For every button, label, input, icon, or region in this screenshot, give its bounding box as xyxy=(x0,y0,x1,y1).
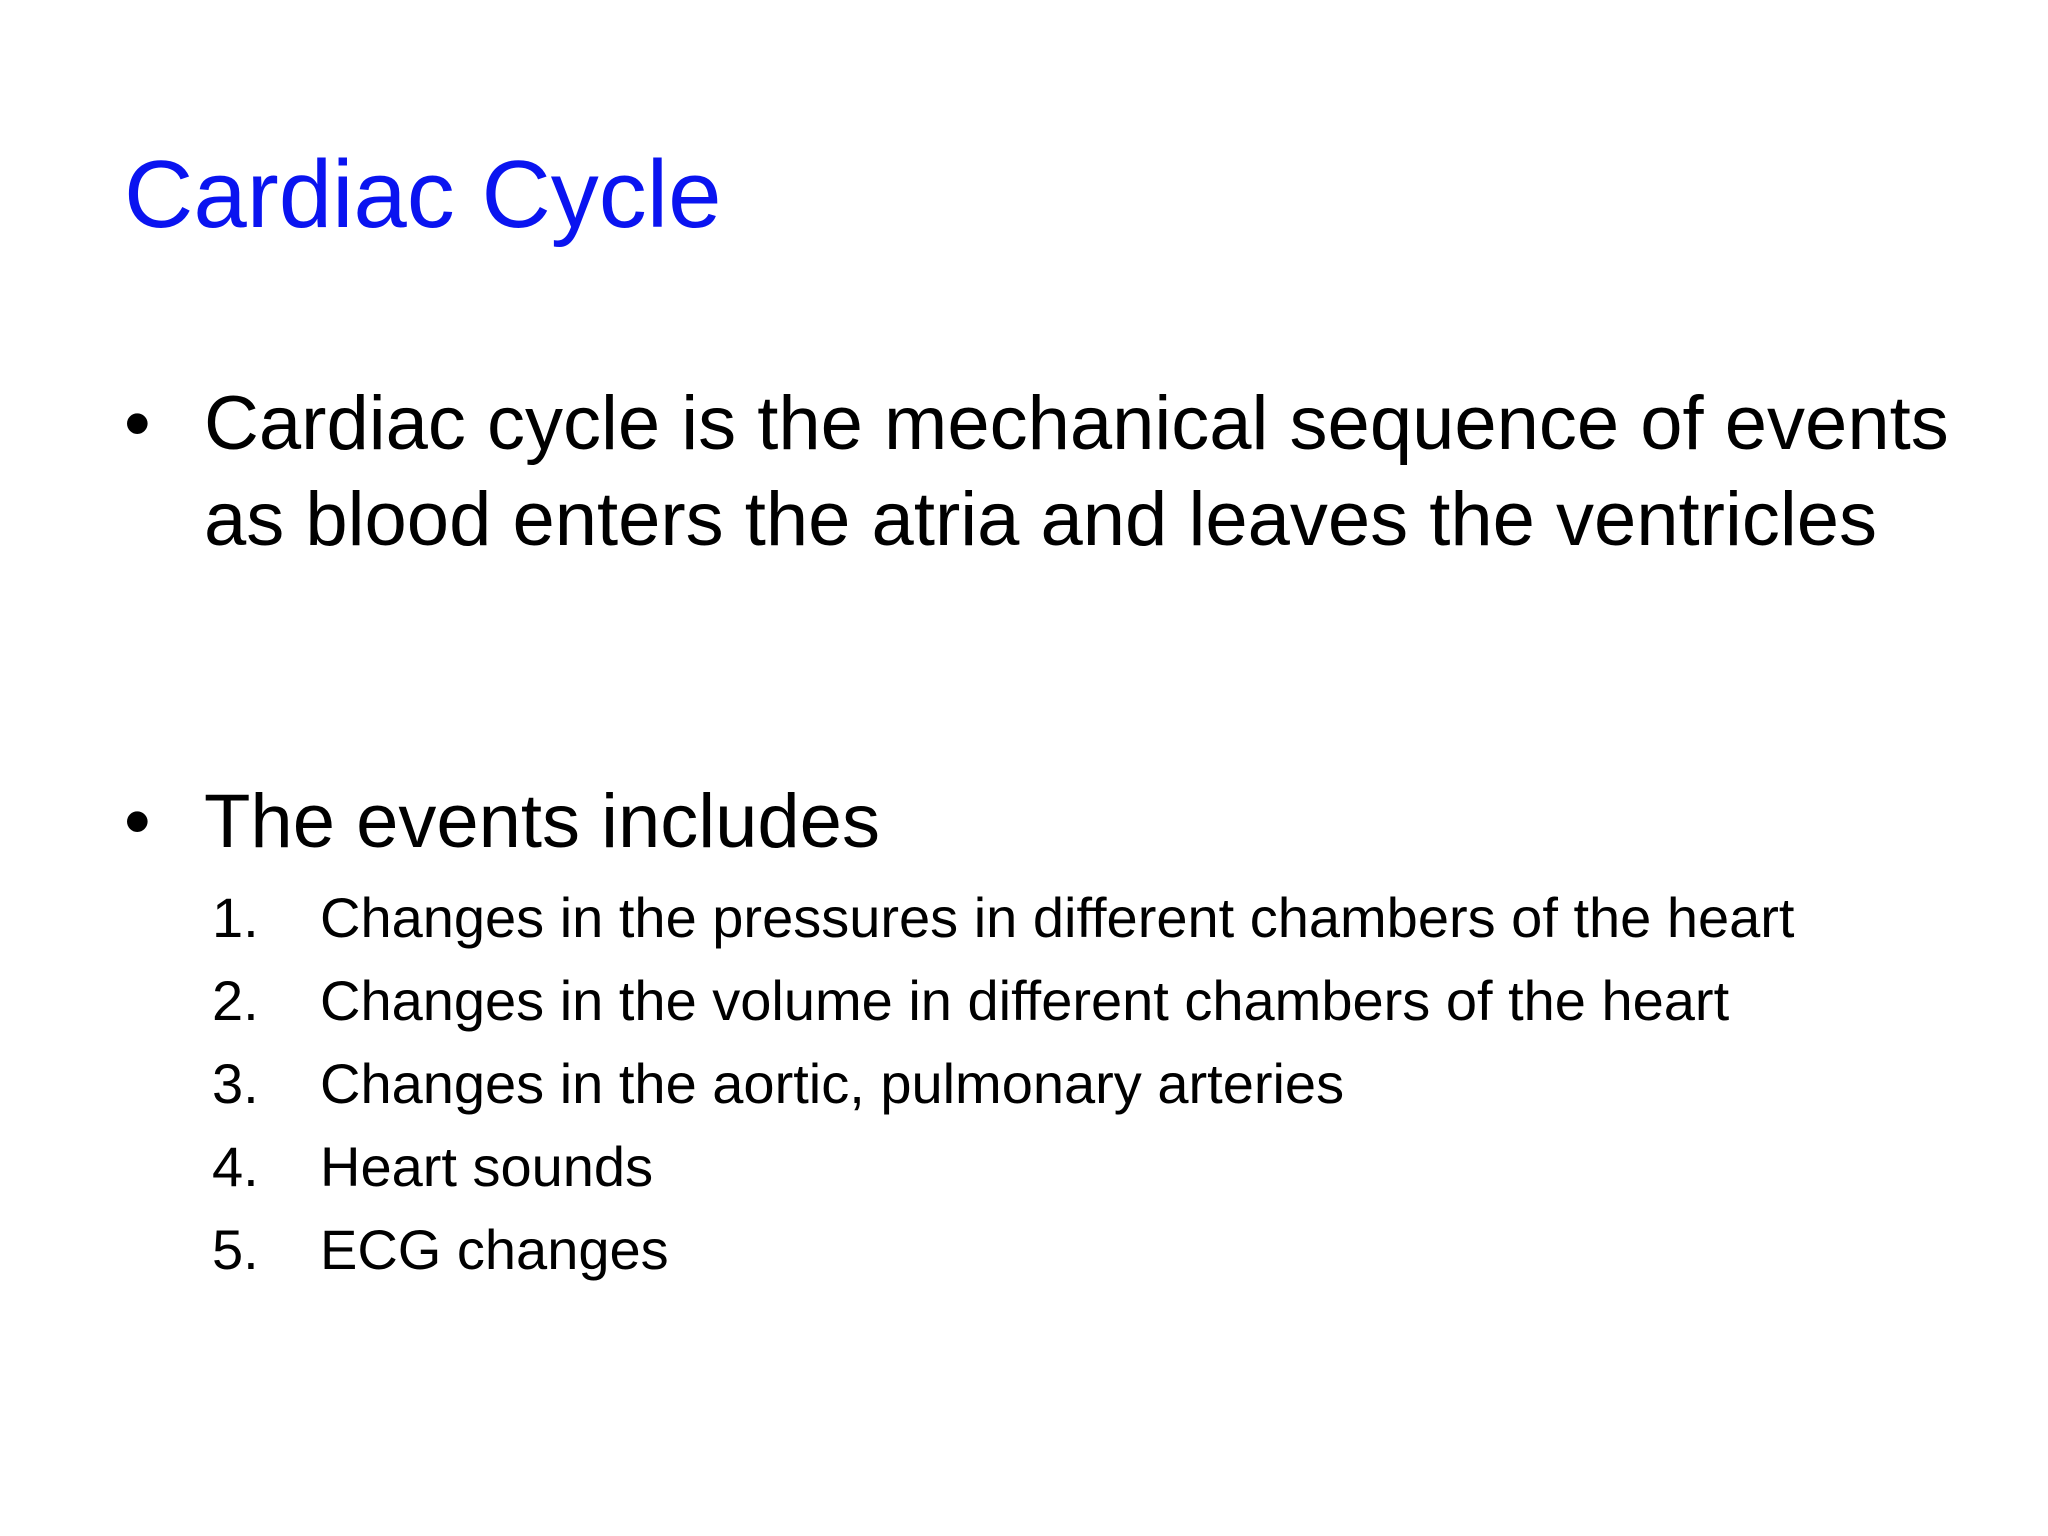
bullet-item xyxy=(124,376,1984,676)
list-item xyxy=(212,1042,2012,1125)
list-number: 3. xyxy=(212,1052,259,1115)
events-list xyxy=(212,876,2012,1291)
list-item-text: Changes in the aortic, pulmonary arteries xyxy=(320,1052,1345,1115)
slide-title: Cardiac Cycle xyxy=(124,141,722,248)
bullet-text: The events includes xyxy=(204,779,880,864)
list-number: 4. xyxy=(212,1135,259,1198)
list-item-text: Heart sounds xyxy=(320,1135,654,1198)
list-item-text: ECG changes xyxy=(320,1218,669,1281)
list-item-text: Changes in the volume in different chambers of the heart xyxy=(320,969,1730,1032)
list-item xyxy=(212,1208,2012,1291)
list-number: 5. xyxy=(212,1218,259,1281)
bullet-item xyxy=(124,774,1984,874)
bullet-marker: • xyxy=(124,381,151,466)
list-item xyxy=(212,876,2012,959)
list-item xyxy=(212,1125,2012,1208)
bullet-text: Cardiac cycle is the mechanical sequence of events as blood enters the atria and leaves the ventricles xyxy=(204,381,1949,562)
list-number: 2. xyxy=(212,969,259,1032)
bullet-marker: • xyxy=(124,779,151,864)
list-item xyxy=(212,959,2012,1042)
list-item-text: Changes in the pressures in different chambers of the heart xyxy=(320,886,1795,949)
list-number: 1. xyxy=(212,886,259,949)
